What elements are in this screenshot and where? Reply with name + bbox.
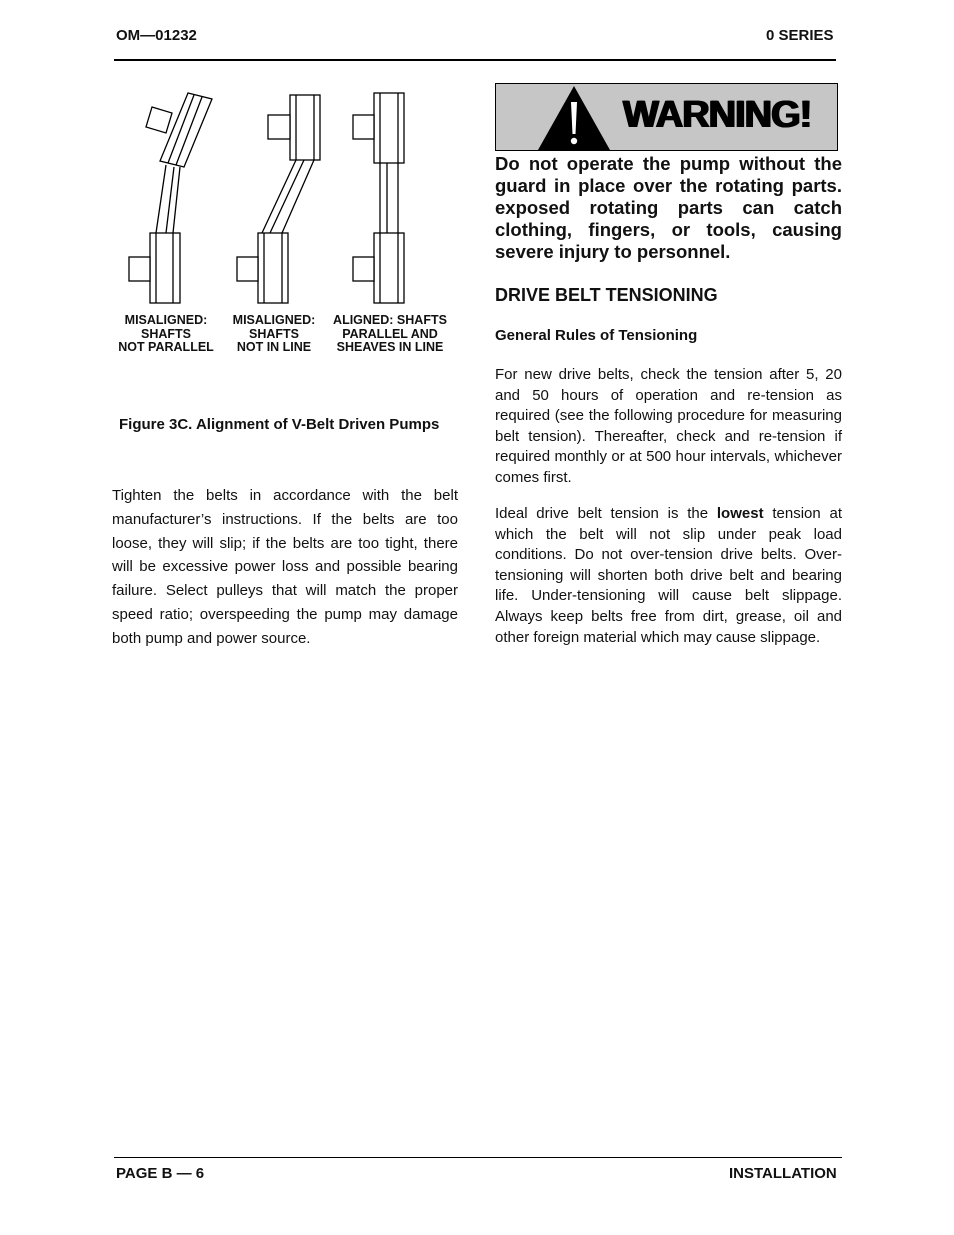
misaligned-not-parallel-drawing xyxy=(129,93,212,303)
warning-triangle-icon xyxy=(536,84,612,150)
belt-tightening-paragraph: Tighten the belts in accordance with the belt manufacturer’s instructions. If the belts are too loose, they will slip; if the belts are too tight, there will be excessive power loss and possible bearing failure. Select pulleys that will match the proper speed ratio; overspeeding the pump may damage both pump and power source. xyxy=(112,487,458,647)
belt-alignment-diagram xyxy=(110,85,460,310)
section-title: DRIVE BELT TENSIONING xyxy=(495,285,718,305)
warning-banner xyxy=(495,83,838,151)
header-rule xyxy=(114,59,836,61)
footer-rule xyxy=(114,1157,842,1158)
warning-message: Do not operate the pump without the guard in place over the rotating parts. exposed rotating parts can catch clothing, fingers, or tools, causing severe injury to personnel. xyxy=(495,153,842,262)
page-number: PAGE B — 6 xyxy=(116,1165,205,1182)
section-subtitle: General Rules of Tensioning xyxy=(495,327,698,344)
misaligned-not-in-line-drawing xyxy=(237,95,320,303)
aligned-drawing xyxy=(353,93,404,303)
series-label: 0 SERIES xyxy=(766,27,834,44)
figure-caption: Figure 3C. Alignment of V-Belt Driven Pumps xyxy=(119,416,440,433)
new-belts-paragraph: For new drive belts, check the tension after 5, 20 and 50 hours of operation and re-tension as required (see the following procedure for measuring belt tension). Thereafter, check and re-tension if required monthly or at 500 hour intervals, whichever comes first. xyxy=(495,366,842,486)
footer-section-name: INSTALLATION xyxy=(729,1165,837,1182)
ideal-tension-paragraph xyxy=(495,504,842,648)
figure-label-aligned: ALIGNED: SHAFTS PARALLEL AND SHEAVES IN LINE xyxy=(333,313,447,354)
ideal-tension-text-end: tension at which the belt will not slip under peak load conditions. Do not over-tension drive belts. Over-tensioning will shorten both drive belt and bearing life. Under-tensioning will cause belt slippage. Always keep belts free from dirt, grease, oil and other foreign material which may cause slippage. xyxy=(495,505,842,646)
document-id: OM—01232 xyxy=(116,27,197,44)
figure-label-not-parallel: MISALIGNED: SHAFTS NOT PARALLEL xyxy=(118,313,214,354)
figure-label-not-in-line: MISALIGNED: SHAFTS NOT IN LINE xyxy=(232,313,316,354)
ideal-tension-text-start: Ideal drive belt tension is the xyxy=(495,505,717,522)
warning-title: WARNING! xyxy=(623,94,812,136)
ideal-tension-emphasis: lowest xyxy=(716,505,764,522)
